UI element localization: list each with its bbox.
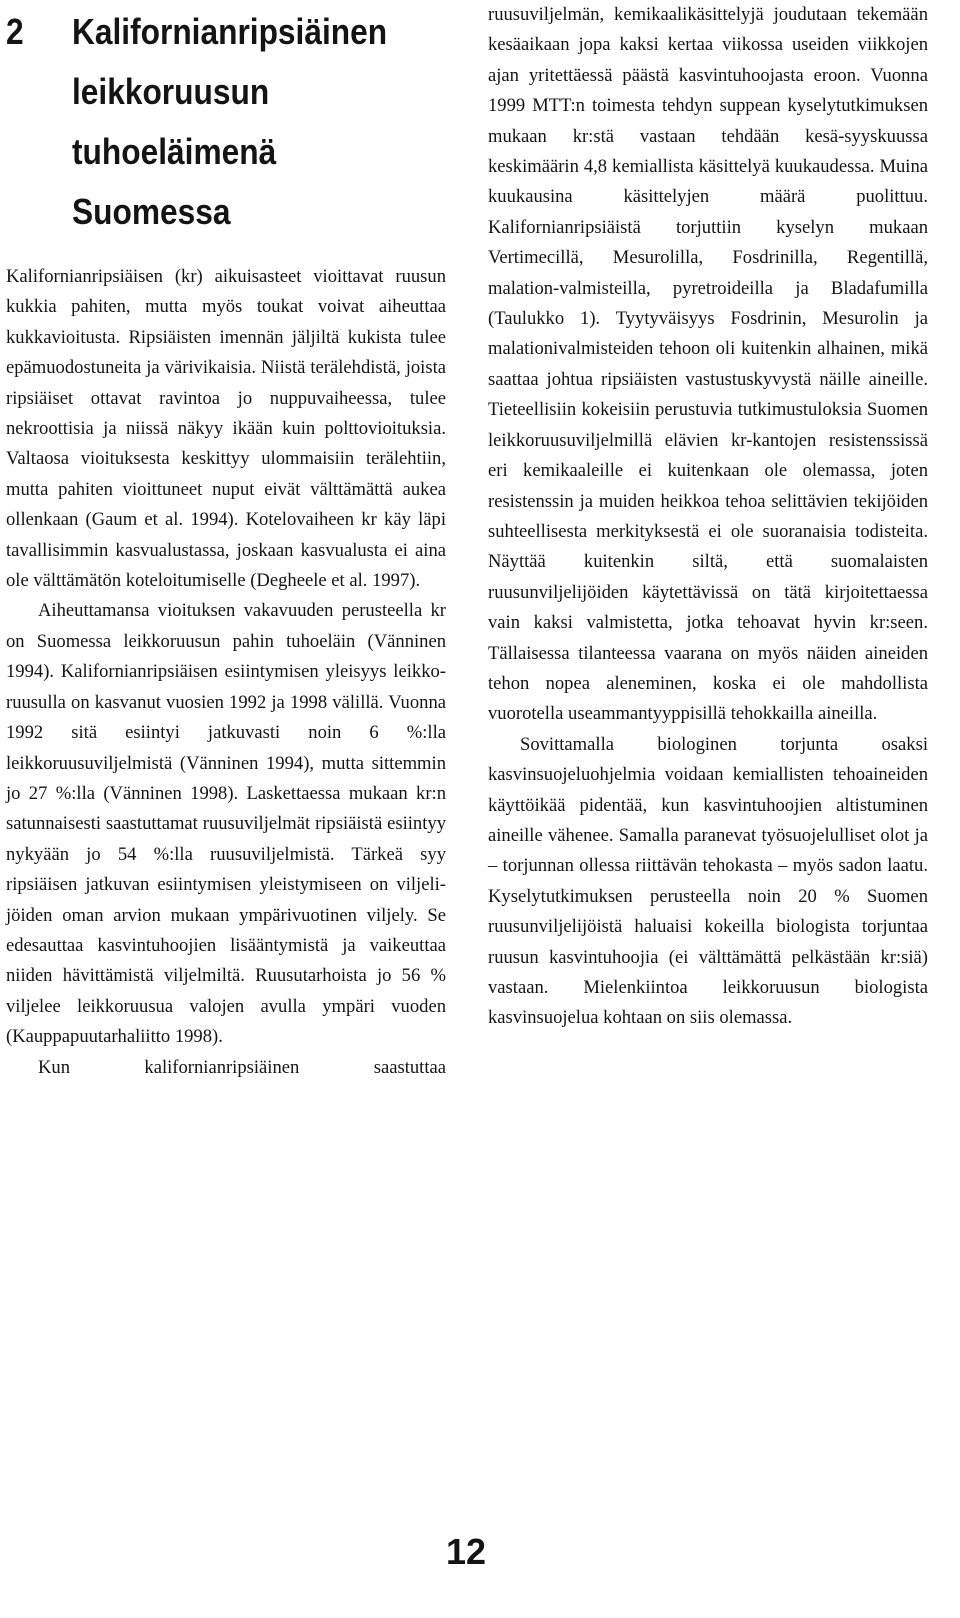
body-paragraph: ruusuviljelmän, kemikaalikäsittelyjä joudutaan tekemään kesäaikaan jopa kaksi kertaa viikossa useiden viikkojen ajan yritettäessä päästä kasvintuhoojasta eroon. Vuonna 1999 MTT:n toimesta tehdyn suppean kyselytutkimuksen mukaan kr:stä vastaan tehdään kesä-syyskuussa keskimäärin 4,8 kemiallista käsittelyä kuukaudessa. Muina kuukausina käsittelyjen määrä puolittuu. Kalifornianripsiäistä torjuttiin kyselyn mukaan Vertimecillä, Mesurolilla, Fosdrinilla, Regentillä, malation-valmisteilla, pyretroideilla ja Bladafumilla (Taulukko 1). Tyytyväisyys Fosdrinin, Mesurolin ja malationivalmisteiden tehoon oli kuitenkin alhainen, mikä saattaa johtua ripsiäisten vastustuskyvystä näille aineille. Tieteellisiin kokeisiin perustuvia tutkimustuloksia Suomen leikkoruusuviljelmillä elävien kr-kantojen resistenssissä eri kemikaaleille ei kuitenkaan ole olemassa, joten resistenssin ja muiden heikkoa tehoa selittävien tekijöiden suhteellisesta merkityksestä ei ole suoranaisia todisteita. Näyttää kuitenkin siltä, että suomalaisten ruusunviljelijöiden käytettävissä on tätä kirjoitettaessa vain kaksi valmistetta, jotka tehoavat hyvin kr:seen. Tällaisessa tilanteessa vaarana on myös näiden aineiden tehon nopea aleneminen, koska ei ole mahdollista vuorotella useammantyyppisillä tehokkailla aineilla. xyxy=(488,4,928,725)
chapter-title-line: tuhoeläimenä xyxy=(72,131,277,172)
chapter-title-line: leikkoruusun xyxy=(72,71,270,112)
page-number: 12 xyxy=(446,1531,487,1572)
body-paragraph: Aiheuttamansa vioituksen vakavuuden perusteella kr on Suomessa leikkoruusun pahin tuhoeläin (Vänninen 1994). Kalifornianripsiäisen esiintymisen yleisyys leikkoruusulla on kasvanut vuosien 1992 ja 1998 välillä. Vuonna 1992 sitä esiintyi jatkuvasti noin 6 %:lla leikkoruusuviljelmistä (Vänninen 1994), mutta sittemmin jo 27 %:lla (Vänninen 1998). Laskettaessa mukaan kr:n satunnaisesti saastuttamat ruusuviljelmät ripsiäistä esiintyy nykyään jo 54 %:lla ruusuviljelmistä. Tärkeä syy ripsiäisen jatkuvan esiintymisen yleistymiseen on viljelijöiden oman arvion mukaan ympärivuotinen viljely. Se edesauttaa kasvintuhoojien lisääntymistä ja vaikeuttaa niiden hävittämistä viljelmiltä. Ruusutarhoista jo 56 % viljelee leikkoruusua valojen avulla ympäri vuoden (Kauppapuutarhaliitto 1998). xyxy=(6,600,446,1048)
left-text-column xyxy=(6,262,446,1083)
chapter-number: 2 xyxy=(6,11,24,52)
body-paragraph: Kalifornianripsiäisen (kr) aikuisasteet vioittavat ruusun kukkia pahiten, mutta myös toukat voivat aiheuttaa kukkavioitusta. Ripsiäisten imennän jäljiltä kukista tulee epämuodostuneita ja värivikaisia. Niistä terälehdistä, joista ripsiäiset ottavat ravintoa jo nuppuvaiheessa, tulee nekroottisia ja niissä näkyy ikään kuin polttovioituksia. Valtaosa vioituksesta keskittyy ulommaisiin terälehtiin, mutta pahiten vioittuneet nuput eivät välttämättä aukea ollenkaan (Gaum et al. 1994). Kotelovaiheen kr käy läpi tavallisimmin kasvualustassa, joskaan kasvualusta ei aina ole välttämätön koteloitumiselle (Degheele et al. 1997). xyxy=(6,266,446,592)
right-text-column xyxy=(488,0,928,1034)
body-paragraph: Kun kalifornianripsiäinen saastuttaa xyxy=(38,1056,446,1078)
chapter-title-line: Kalifornianripsiäinen xyxy=(72,11,388,52)
chapter-title-line: Suomessa xyxy=(72,191,231,232)
chapter-title xyxy=(72,2,442,242)
body-paragraph: Sovittamalla biologinen torjunta osaksi kasvinsuojeluohjelmia voidaan kemiallisten tehoaineiden käyttöikää pidentää, kun kasvintuhoojien altistuminen aineille vähenee. Samalla paranevat työsuojelulliset olot ja – torjunnan ollessa riittävän tehokasta – myös sadon laatu. Kyselytutkimuksen perusteella noin 20 % Suomen ruusunviljelijöistä haluaisi kokeilla biologista torjuntaa ruusun kasvintuhoojia (ei välttämättä pelkästään kr:siä) vastaan. Mielenkiintoa leikkoruusun biologista kasvinsuojelua kohtaan on siis olemassa. xyxy=(488,733,928,1029)
